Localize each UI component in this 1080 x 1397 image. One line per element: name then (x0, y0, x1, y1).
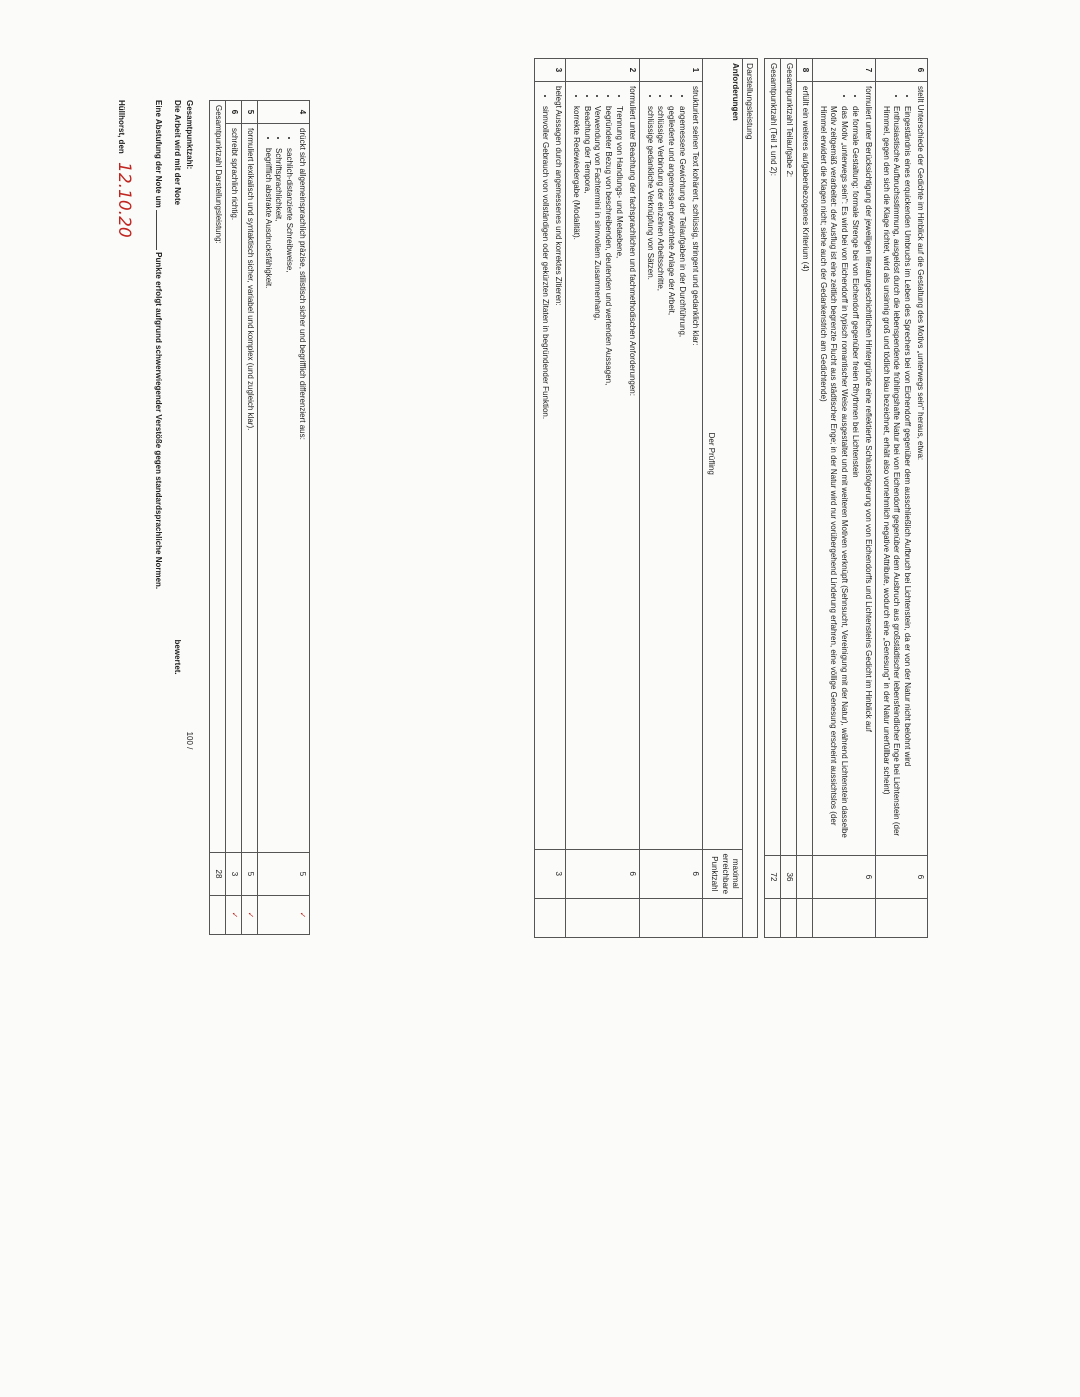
sum-label: Gesamtpunktzahl Teilaufgabe 2: (781, 59, 797, 856)
sum-label: Gesamtpunktzahl (Teil 1 und 2): (765, 59, 781, 856)
criterion-intro: formuliert unter Berücksichtigung der jeweiligen literaturgeschichtlichen Hintergründe eine reflektierte Schlussfolgerung von von Eichendorffs und Lichtensteins Gedicht im Hinblick auf (863, 86, 873, 732)
max-points: 6 (812, 856, 875, 899)
criterion-bullets (262, 140, 294, 848)
anforderungen-label: Anforderungen (731, 63, 741, 121)
achieved-points-cell (226, 896, 242, 935)
max-points: 3 (535, 849, 566, 898)
table-header-row (702, 59, 743, 938)
sum-label: Gesamtpunktzahl Darstellungsleistung: (210, 101, 226, 853)
row-number: 2 (566, 59, 640, 82)
red-check-mark-icon: ✓ (245, 911, 255, 919)
row-number: 8 (797, 59, 813, 82)
criterion-bullets (570, 98, 624, 845)
section-title: Darstellungsleistung (743, 58, 758, 938)
grading-footer (110, 100, 196, 935)
row-number: 6 (226, 101, 242, 124)
abstufung-start: Eine Abstufung der Note um (153, 100, 163, 208)
max-points: 5 (257, 853, 309, 896)
table-row (639, 59, 702, 938)
list-item: • sinnvoller Gebrauch von vollständigen oder gekürzten Zitaten in begründender Funktion. (539, 106, 550, 845)
max-points: 6 (566, 849, 640, 898)
list-item: • Schriftsprachlichkeit, (273, 148, 284, 848)
header-cell (702, 59, 743, 850)
row-number: 3 (535, 59, 566, 82)
red-check-mark-icon: ✓ (230, 911, 240, 919)
table-row (210, 101, 226, 935)
achieved-points-cell (812, 899, 875, 938)
darstellung-table-continued (209, 100, 310, 935)
table-row (226, 101, 242, 935)
achieved-points-cell (242, 896, 258, 935)
list-item: • korrekte Redewiedergabe (Modalität). (570, 106, 581, 845)
criterion-text (875, 82, 927, 856)
grade-line-end: bewertet. (172, 639, 182, 675)
row-number: 6 (875, 59, 927, 82)
list-item: • schlüssige Verbindung der einzelnen Arbeitsschritte, (655, 106, 666, 845)
achieved-points-cell (781, 899, 797, 938)
criterion-intro: belegt Aussagen durch angemessenes und korrektes Zitieren: (554, 86, 564, 306)
criterion-intro: strukturiert seinen Text kohärent, schlüssig, stringent und gedanklich klar: (690, 86, 700, 346)
place-date-line (110, 100, 137, 935)
max-points: 5 (242, 853, 258, 896)
criterion-text: schreibt sprachlich richtig. (226, 124, 242, 853)
grade-line-start: Die Arbeit wird mit der Note (172, 100, 182, 206)
list-item: • schlüssige gedankliche Verknüpfung von Sätzen. (644, 106, 655, 845)
achieved-points-cell (765, 899, 781, 938)
criterion-text: erfüllt ein weiteres aufgabenbezogenes Kriterium (4) (797, 82, 813, 856)
list-item: • sachlich-distanzierte Schreibweise, (283, 148, 294, 848)
place-label: Hüllhorst, den (117, 100, 127, 154)
grade-line (170, 100, 183, 935)
abstufung-line (151, 100, 164, 935)
darstellung-table (534, 58, 743, 938)
list-item: • angemessene Gewichtung der Teilaufgaben in der Durchführung, (676, 106, 687, 845)
criterion-bullets (644, 98, 687, 845)
row-number: 7 (812, 59, 875, 82)
sum-points: 28 (210, 853, 226, 896)
list-item: • Eingeständnis eines erquickenden Umbruchs im Leben des Sprechers bei von Eichendorff gegenüber dem ausschließlich Aufbruch bei Lichtenstein, da er von der Natur nicht belohnt wird (901, 106, 912, 851)
table-row (812, 59, 875, 938)
abstufung-blank (156, 210, 157, 250)
table-row (875, 59, 927, 938)
achieved-points-cell (257, 896, 309, 935)
criterion-text (812, 82, 875, 856)
criterion-text (566, 82, 640, 850)
row-number: 1 (639, 59, 702, 82)
handwritten-date: 12.10.20 (114, 162, 135, 238)
achieved-points-cell (797, 899, 813, 938)
criterion-bullets (880, 98, 912, 851)
pruefling-label: Der Prüfling (706, 432, 716, 475)
criterion-intro: stellt Unterschiede der Gedichte im Hinblick auf die Gestaltung des Motivs „unterwegs sein" heraus, etwa: (916, 86, 925, 461)
table-row (781, 59, 797, 938)
rubric-left-block (534, 58, 928, 938)
list-item: • begründeter Bezug von beschreibenden, deutenden und wertenden Aussagen, (602, 106, 613, 845)
list-item: • die formale Gestaltung: formale Strenge bei von Eichendorff gegenüber freien Rhythmen bei Lichtenstein (849, 106, 860, 851)
criterion-text (535, 82, 566, 850)
list-item: • Beachtung der Tempora, (581, 106, 592, 845)
criterion-text (639, 82, 702, 850)
max-points: 6 (639, 849, 702, 898)
criterion-intro: drückt sich allgemeinsprachlich präzise, stilistisch sicher und begrifflich differenziert aus: (298, 128, 307, 440)
criterion-intro: formuliert unter Beachtung der fachsprachlichen und fachmethodischen Anforderungen: (627, 86, 637, 396)
row-number: 5 (242, 101, 258, 124)
rubric-right-block (110, 100, 310, 935)
list-item: • begrifflich abstrakte Ausdrucksfähigkeit. (262, 148, 273, 848)
sum-points: 36 (781, 856, 797, 899)
total-points-label: Gesamtpunktzahl: (185, 100, 195, 170)
achieved-points-cell (566, 899, 640, 938)
list-item: • Enthusiastische Aufbruchsstimmung, ausgelöst durch die lebenspendende frühlingshafte Natur bei von Eichendorff gegenüber dem Ausbruch aus großstädtischer lebensfeindlicher Enge bei Lichtenstein (der Himmel, gegen den sich die Klage richtet, wird als unsinnig groß und tödlich blau bezeichnet, erhält also vornehmlich negative Attribute, wodurch eine „Genesung" in der Natur unerfüllbar scheint) (880, 106, 902, 851)
criterion-text (257, 124, 309, 853)
total-points-line (183, 100, 196, 935)
max-points: 6 (875, 856, 927, 899)
table-row (797, 59, 813, 938)
max-points (797, 856, 813, 899)
row-number: 4 (257, 101, 309, 124)
list-item: • das Motiv „unterwegs sein": Es wird bei von Eichendorff in typisch romantischer Weise ausgestaltet und mit weiteren Motiven verknüpft (Sehnsucht, Vereinigung mit der Natur), während Lichtenstein dasselbe Motiv zeitgemäß verarbeitet: der Ausflug ist eine zeitlich begrenzte Flucht aus städtischer Enge; in der Natur wird nur vorübergehend Linderung erfahren, eine völlige Genesung erscheint aussichtslos (der Himmel erwidert die Klagen nicht; siehe auch der Gedankenstrich am Gedichtende) (817, 106, 849, 851)
achieved-points-cell (875, 899, 927, 938)
criterion-bullets (539, 98, 550, 845)
max-points-header: maximal erreichbare Punktzahl (702, 849, 743, 898)
table-row (566, 59, 640, 938)
list-item: • Verwendung von Fachtermini in sinnvollem Zusammenhang, (592, 106, 603, 845)
list-item: • Trennung von Handlungs- und Metaebene, (613, 106, 624, 845)
achieved-points-cell (702, 899, 743, 938)
list-item: • gegliederte und angemessen gewichtete Anlage der Arbeit, (665, 106, 676, 845)
table-row (765, 59, 781, 938)
max-points: 3 (226, 853, 242, 896)
table-row (242, 101, 258, 935)
total-points-value: 100 / (185, 731, 195, 750)
criterion-text: formuliert lexikalisch und syntaktisch sicher, variabel und komplex (und zugleich klar). (242, 124, 258, 853)
achieved-points-cell (210, 896, 226, 935)
criterion-bullets (817, 98, 860, 851)
achieved-points-cell (639, 899, 702, 938)
table-row (535, 59, 566, 938)
sum-points: 72 (765, 856, 781, 899)
achieved-points-cell (535, 899, 566, 938)
red-check-mark-icon: ✓ (298, 911, 307, 919)
table-row (257, 101, 309, 935)
abstufung-end: Punkte erfolgt aufgrund schwerwiegender Verstöße gegen standardsprachliche Normen. (153, 252, 163, 590)
inhalt-table (764, 58, 928, 938)
